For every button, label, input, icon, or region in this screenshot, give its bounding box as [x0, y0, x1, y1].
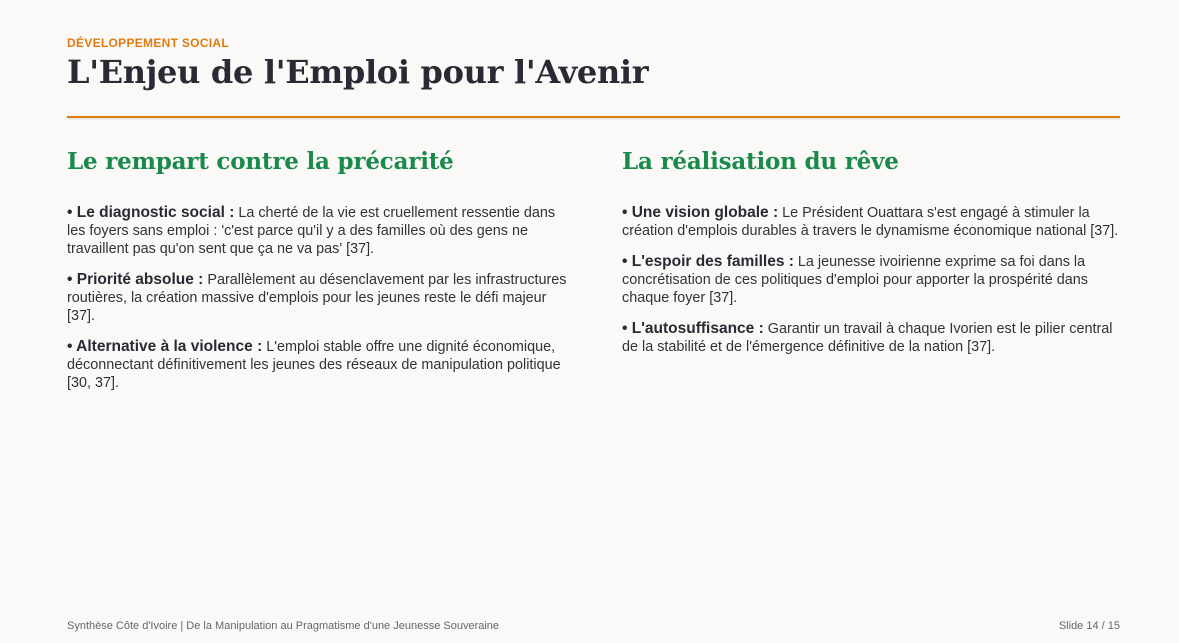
bullet-item: [622, 253, 1122, 307]
bullet-text: Le Président Ouattara s'est engagé à stimuler la création d'emplois durables à travers le dynamisme économique national [37].: [622, 205, 1119, 239]
bullet-text: Garantir un travail à chaque Ivorien est le pilier central de la stabilité et de l'émergence définitive de la nation [37].: [622, 321, 1113, 355]
bullet-text: Parallèlement au désenclavement par les infrastructures routières, la création massive d'emplois pour les jeunes reste le défi majeur [37].: [67, 272, 567, 324]
bullet-text: L'emploi stable offre une dignité économique, déconnectant définitivement les jeunes des réseaux de manipulation politique [30, 37].: [67, 339, 561, 391]
bullet-lead: • L'espoir des familles :: [622, 253, 794, 270]
bullet-item: [67, 204, 567, 258]
right-column: [622, 146, 1122, 369]
bullet-lead: • Une vision globale :: [622, 204, 779, 221]
bullet-lead: • Priorité absolue :: [67, 271, 204, 288]
left-column-heading: Le rempart contre la précarité: [67, 148, 454, 175]
bullet-text: La cherté de la vie est cruellement ressentie dans les foyers sans emploi : 'c'est parce qu'il y a des familles où des gens ne travaillent pas qu'on sent que ça ne va pas' [37].: [67, 205, 556, 257]
right-column-heading: La réalisation du rêve: [622, 148, 899, 175]
bullet-item: [67, 338, 567, 392]
slide-header: [67, 36, 1120, 92]
bullet-lead: • Alternative à la violence :: [67, 338, 263, 355]
bullet-item: [622, 320, 1122, 356]
footer-caption: Synthèse Côte d'Ivoire | De la Manipulation au Pragmatisme d'une Jeunesse Souveraine: [67, 620, 500, 632]
bullet-item: [67, 271, 567, 325]
slide-number: Slide 14 / 15: [1058, 620, 1120, 632]
bullet-text: La jeunesse ivoirienne exprime sa foi dans la concrétisation de ces politiques d'emploi pour apporter la prospérité dans chaque foyer [37].: [622, 254, 1088, 306]
left-column: [67, 146, 567, 405]
header-divider: [67, 116, 1120, 118]
bullet-item: [622, 204, 1122, 240]
bullet-lead: • L'autosuffisance :: [622, 320, 764, 337]
section-kicker: DÉVELOPPEMENT SOCIAL: [67, 36, 230, 50]
slide-title: L'Enjeu de l'Emploi pour l'Avenir: [67, 53, 649, 91]
bullet-lead: • Le diagnostic social :: [67, 204, 235, 221]
